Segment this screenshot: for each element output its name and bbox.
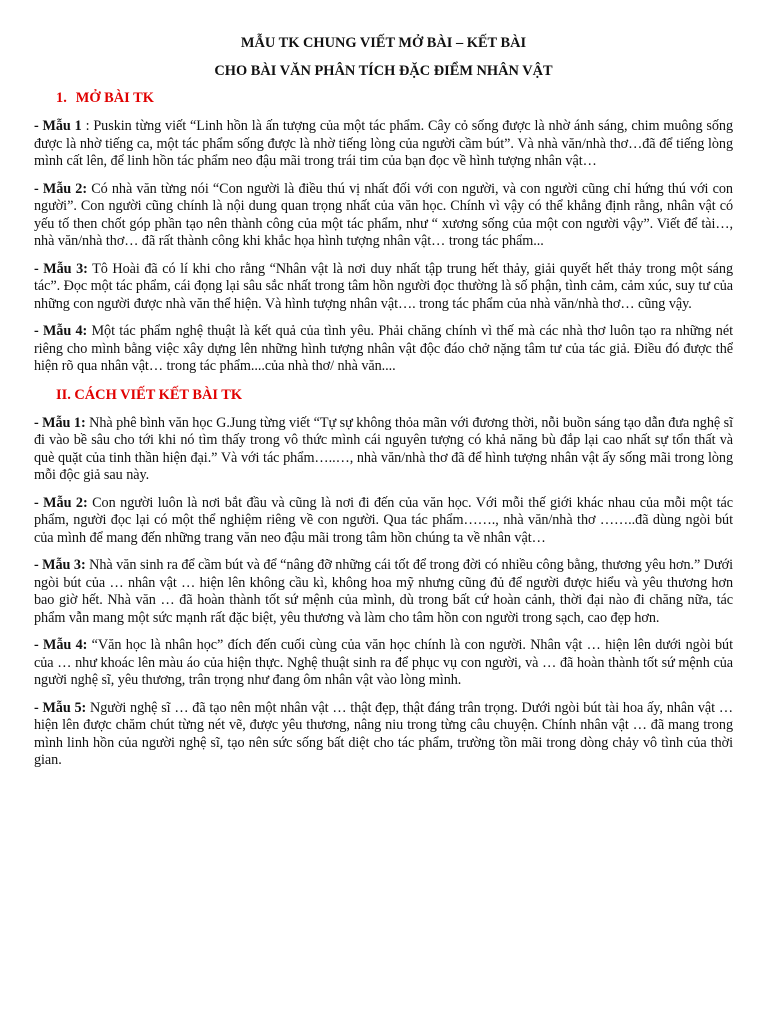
paragraph-text: Nhà văn sinh ra để cầm bút và để “nâng đỡ những cái tốt để trong đời có nhiều công bằng, thương yêu hơn.” Dưới ngòi bút của … nhân vật … hiện lên không cầu kì, không hoa mỹ nhưng cũng đủ để người được hiểu và yêu thương hơn bao giờ hết. Nhà văn … đã hoàn thành tốt sứ mệnh của mình, dù trong bất cứ hoàn cảnh, thời đại nào đi chăng nữa, tác phẩm vẫn mang một sức mạnh rất đặc biệt, yêu thương và làm cho tâm hồn con người trong sạch, cao đẹp hơn.	[34, 557, 733, 626]
document-page	[34, 0, 733, 770]
paragraph-text: Có nhà văn từng nói “Con người là điều thú vị nhất đối với con người, và con người cũng chỉ hứng thú với con người”. Con người cũng chính là nội dung quan trọng nhất của văn học. Chính vì vậy có thể khẳng định rằng, nhân vật có yếu tố then chốt góp phần tạo nên thành công của một tác phẩm, như “ xương sống của một con người vậy”. Viết để tài…, nhà văn/nhà thơ… đã rất thành công khi khắc họa hình tượng nhân vật… trong tác phẩm...	[34, 180, 733, 249]
section-heading-text: MỞ BÀI TK	[75, 90, 154, 106]
document-title: MẪU TK CHUNG VIẾT MỞ BÀI – KẾT BÀI	[240, 35, 527, 51]
paragraph-mo-bai-4	[34, 323, 733, 376]
paragraph-label: - Mẫu 4:	[34, 323, 88, 339]
paragraph-label: - Mẫu 3:	[34, 557, 86, 573]
paragraph-text: : Puskin từng viết “Linh hồn là ấn tượng của một tác phẩm. Cây cỏ sống được là nhờ ánh sáng, chim muông sống được là nhờ tiếng ca, một tác phẩm sống được là nhờ tiếng lòng của người cầm bút”. Và nhà văn/nhà thơ…đã để tiếng lòng mình cất lên, để linh hồn tác phẩm neo đậu mãi trong trái tim của bạn đọc về hình tượng nhân vật…	[34, 118, 733, 169]
paragraph-label: - Mẫu 2:	[34, 180, 88, 197]
paragraph-label: - Mẫu 3:	[34, 260, 88, 277]
paragraph-label: - Mẫu 2:	[34, 494, 88, 511]
paragraph-ket-bai-1	[34, 415, 733, 485]
paragraph-text: Người nghệ sĩ … đã tạo nên một nhân vật … thật đẹp, thật đáng trân trọng. Dưới ngòi bút tài hoa ấy, nhân vật … hiện lên được chăm chút từng nét vẽ, được yêu thương, nâng niu trong từng câu chuyện. Chính nhân vật … đã mang trong mình linh hồn của người nghệ sĩ, tạo nên sức sống bất diệt cho tác phẩm, trường tồn mãi trong dòng chảy vô tình của thời gian.	[34, 699, 733, 768]
paragraph-mo-bai-2	[34, 181, 733, 251]
paragraph-text: Tô Hoài đã có lí khi cho rằng “Nhân vật là nơi duy nhất tập trung hết thảy, giải quyết hết thảy trong một sáng tác”. Đọc một tác phẩm, cái đọng lại sâu sắc nhất trong tâm hồn người đọc thường là số phận, tình cảm, cảm xúc, suy tư của những con người được nhà văn thể hiện. Và hình tượng nhân vật…. trong tác phẩm của nhà văn/nhà thơ… cũng vậy.	[34, 260, 733, 312]
paragraph-text: Một tác phẩm nghệ thuật là kết quả của tình yêu. Phải chăng chính vì thế mà các nhà thơ luôn tạo ra những nét riêng cho mình bằng việc xây dựng lên những hình tượng nhân vật độc đáo chở nặng tâm tư của tác giả. Điều đó được thể hiện rõ qua nhân vật… trong tác phẩm....của nhà thơ/ nhà văn....	[34, 323, 733, 374]
paragraph-ket-bai-4	[34, 637, 733, 690]
paragraph-ket-bai-2	[34, 495, 733, 548]
paragraph-ket-bai-5	[34, 700, 733, 770]
section-heading-mo-bai	[56, 88, 733, 108]
paragraph-label: - Mẫu 4:	[34, 637, 88, 653]
paragraph-ket-bai-3	[34, 557, 733, 627]
document-subtitle: CHO BÀI VĂN PHÂN TÍCH ĐẶC ĐIỂM NHÂN VẬT	[214, 63, 553, 79]
paragraph-text: Nhà phê bình văn học G.Jung từng viết “Tự sự không thỏa mãn với đương thời, nỗi buồn sáng tạo dẫn đưa nghệ sĩ đi vào bề sâu cho tới khi nó tìm thấy trong vô thức mình cái nguyên tượng có khả năng bù đắp lại cao nhất sự tổn thất và què quặt của tinh thần hiện đại.” Và với tác phẩm…..…, nhà văn/nhà thơ đã để hình tượng nhân vật ấy sống mãi trong lòng mỗi độc giả sau này.	[34, 414, 733, 483]
paragraph-text: “Văn học là nhân học” đích đến cuối cùng của văn học chính là con người. Nhân vật … hiện lên dưới ngòi bút của … như khoác lên màu áo của hiện thực. Nghệ thuật sinh ra để phục vụ con người, và … đã hoàn thành tốt sứ mệnh của người nghệ sĩ, yêu thương, trân trọng như đang ôm nhân vật vào lòng mình.	[34, 637, 733, 688]
paragraph-label: - Mẫu 5:	[34, 699, 87, 716]
paragraph-mo-bai-1	[34, 118, 733, 171]
paragraph-text: Con người luôn là nơi bắt đầu và cũng là nơi đi đến của văn học. Với mỗi thế giới khác nhau của mỗi một tác phẩm, người đọc lại có một thể nghiệm riêng về con người. Qua tác phẩm……., nhà văn/nhà thơ ……..đã dùng ngòi bút của mình để mang đến những trang văn neo đậu mãi trong tâm hồn chúng ta về nhân vật…	[34, 494, 733, 546]
paragraph-label: - Mẫu 1	[34, 118, 82, 134]
section-number: 1.	[56, 90, 67, 106]
paragraph-label: - Mẫu 1:	[34, 414, 86, 431]
section-heading-ket-bai: II. CÁCH VIẾT KẾT BÀI TK	[56, 386, 243, 403]
paragraph-mo-bai-3	[34, 261, 733, 314]
